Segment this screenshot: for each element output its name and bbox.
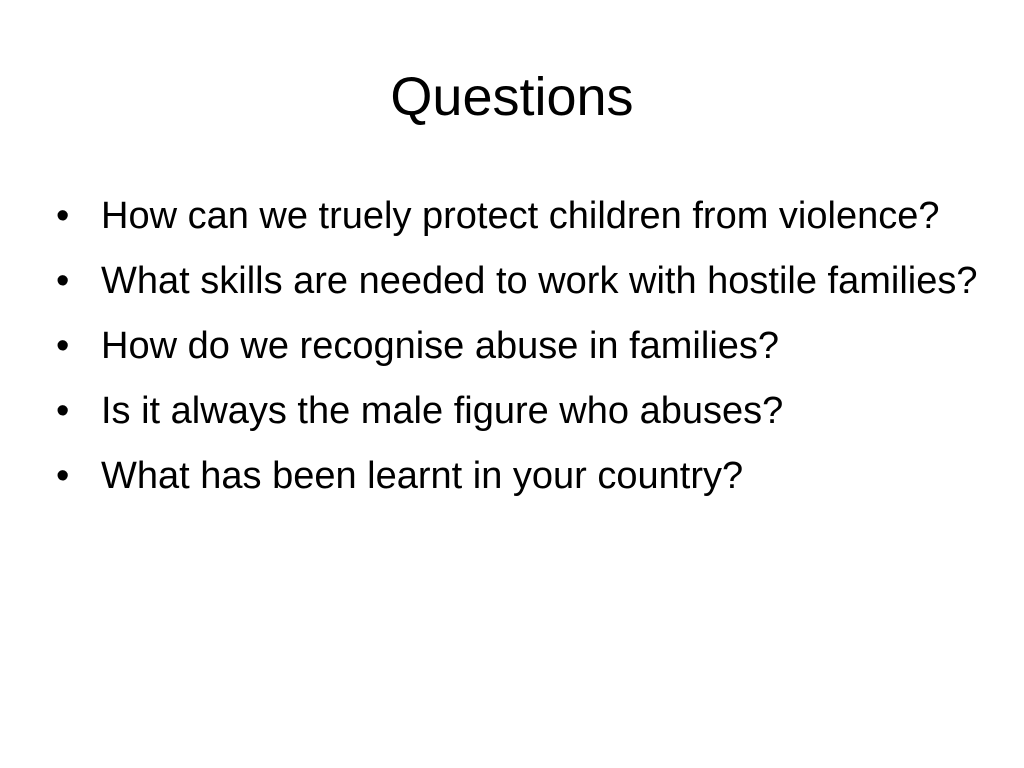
- bullet-icon: •: [56, 325, 70, 367]
- bullet-text: What skills are needed to work with hostile families?: [101, 260, 978, 302]
- bullet-list: [56, 189, 986, 514]
- bullet-icon: •: [56, 455, 70, 497]
- list-item: [56, 254, 986, 309]
- list-item: [56, 449, 986, 504]
- bullet-icon: •: [56, 195, 70, 237]
- list-item: [56, 189, 986, 244]
- bullet-text: What has been learnt in your country?: [101, 455, 744, 497]
- bullet-icon: •: [56, 260, 70, 302]
- bullet-icon: •: [56, 390, 70, 432]
- bullet-text: How do we recognise abuse in families?: [101, 325, 780, 367]
- bullet-text: How can we truely protect children from violence?: [101, 195, 940, 237]
- list-item: [56, 319, 986, 374]
- list-item: [56, 384, 986, 439]
- slide-title: Questions: [390, 67, 634, 127]
- bullet-text: Is it always the male figure who abuses?: [101, 390, 784, 432]
